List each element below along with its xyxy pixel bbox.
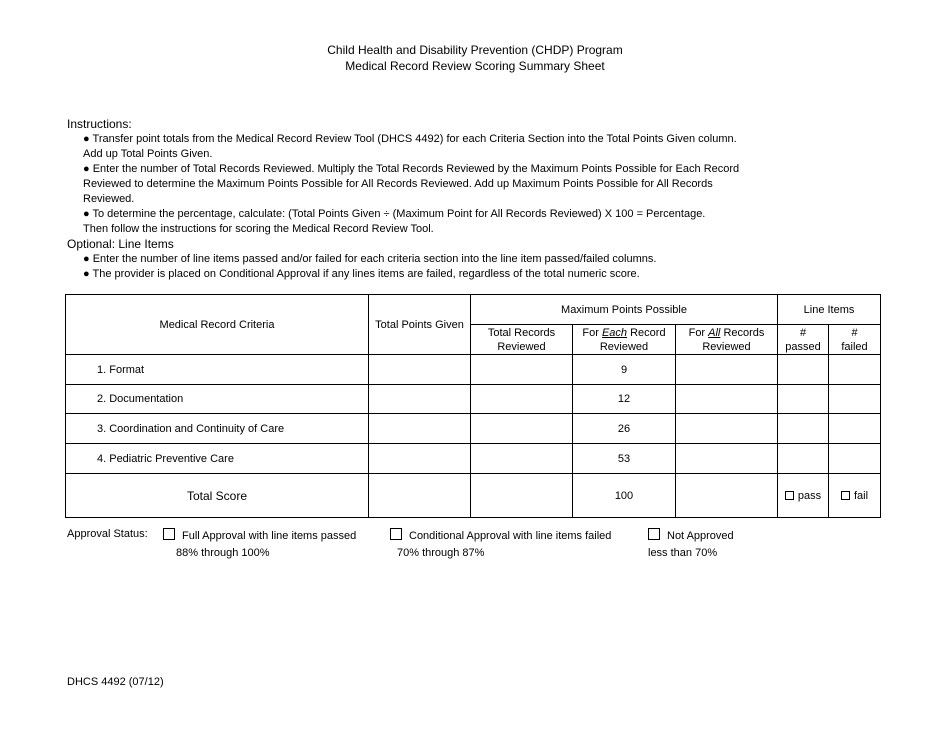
total-records-cell[interactable] [471,474,573,518]
header-text: failed [841,340,868,353]
instructions-heading: Instructions: [67,117,132,131]
total-records-cell[interactable] [471,355,573,385]
header-text: Total Records [487,326,556,339]
checkbox-icon[interactable] [390,528,402,540]
total-points-given-cell[interactable] [369,414,471,444]
table-row [66,444,881,474]
option-line [390,528,611,545]
checkbox-icon [841,491,850,500]
optional-item-1: ● Enter the number of line items passed and/or failed for each criteria section into the line item passed/failed columns. [83,253,657,265]
total-row [66,474,881,518]
passed-cell[interactable] [778,444,829,474]
max-points-header: Maximum Points Possible [471,295,778,325]
scoring-table [65,294,881,518]
header-text: For [688,326,709,339]
header-text: Reviewed [702,340,751,353]
form-id: DHCS 4492 (07/12) [67,676,164,688]
fail-checkbox-cell[interactable] [829,474,881,518]
option-text: Not Approved [667,530,734,542]
optional-heading: Optional: Line Items [67,237,174,251]
pass-checkbox-cell[interactable] [778,474,829,518]
total-points-given-header: Total Points Given [369,295,471,355]
table-row [66,414,881,444]
each-record-header [573,325,676,355]
criteria-header: Medical Record Criteria [66,295,369,355]
criteria-cell: 2. Documentation [66,385,369,414]
total-points-given-cell[interactable] [369,474,471,518]
instruction-line: ● Enter the number of Total Records Reviewed. Multiply the Total Records Reviewed by the Maximum Points Possible for Each Record [83,163,740,175]
failed-header [829,325,881,355]
failed-cell[interactable] [829,414,881,444]
header-text [678,326,775,340]
instructions-section [67,117,927,282]
full-approval-option[interactable] [163,528,356,562]
all-max-cell[interactable] [676,444,778,474]
all-max-cell[interactable] [676,385,778,414]
header-text: # [799,326,807,339]
total-records-cell[interactable] [471,414,573,444]
line-items-header: Line Items [778,295,881,325]
total-records-header [471,325,573,355]
total-score-label: Total Score [66,474,369,518]
header-text: Records [720,326,765,339]
table-row [66,355,881,385]
total-points-given-cell[interactable] [369,385,471,414]
instruction-line: Then follow the instructions for scoring the Medical Record Review Tool. [83,223,434,235]
criteria-cell: 3. Coordination and Continuity of Care [66,414,369,444]
checkbox-icon[interactable] [163,528,175,540]
header-text: Reviewed [599,340,649,353]
failed-cell[interactable] [829,444,881,474]
pass-label: pass [797,489,822,502]
total-records-cell[interactable] [471,385,573,414]
option-line [163,528,356,545]
option-text: Full Approval with line items passed [182,530,357,542]
option-range: 88% through 100% [176,547,270,559]
passed-cell[interactable] [778,355,829,385]
option-text: Conditional Approval with line items failed [409,530,612,542]
failed-cell[interactable] [829,385,881,414]
total-points-given-cell[interactable] [369,355,471,385]
not-approved-option[interactable] [648,528,734,562]
instruction-line: Reviewed to determine the Maximum Points Possible for All Records Reviewed. Add up Maximum Points Possible for All Records [83,178,713,190]
criteria-cell: 4. Pediatric Preventive Care [66,444,369,474]
instruction-line: Reviewed. [83,193,135,205]
sheet-title: Medical Record Review Scoring Summary Sheet [345,59,605,73]
conditional-approval-option[interactable] [390,528,611,562]
table-row [66,385,881,414]
each-max-cell: 26 [573,414,676,444]
approval-status-label: Approval Status: [67,528,148,540]
passed-cell[interactable] [778,385,829,414]
passed-cell[interactable] [778,414,829,444]
instruction-line: Add up Total Points Given. [83,148,213,160]
instruction-line: ● Transfer point totals from the Medical Record Review Tool (DHCS 4492) for each Criteria Section into the Total Points Given column. [83,133,737,145]
checkbox-icon [785,491,794,500]
all-records-header [676,325,778,355]
all-max-cell[interactable] [676,414,778,444]
header-text: Record [627,326,666,339]
header-text: # [851,326,858,339]
optional-item-2: ● The provider is placed on Conditional Approval if any lines items are failed, regardless of the total numeric score. [83,268,640,280]
document-title [0,42,950,74]
instruction-item-1 [67,132,927,162]
total-records-cell[interactable] [471,444,573,474]
all-max-cell[interactable] [676,474,778,518]
option-range: less than 70% [648,547,718,559]
header-text [575,326,673,340]
option-line [648,528,734,545]
each-max-cell: 53 [573,444,676,474]
instruction-line: ● To determine the percentage, calculate: (Total Points Given ÷ (Maximum Point for All Records Reviewed) X 100 = Percentage. [83,208,706,220]
each-max-cell: 12 [573,385,676,414]
failed-cell[interactable] [829,355,881,385]
all-max-cell[interactable] [676,355,778,385]
header-emphasis: All [708,326,721,339]
criteria-cell: 1. Format [66,355,369,385]
instruction-item-2 [67,162,927,207]
each-max-cell: 9 [573,355,676,385]
header-emphasis: Each [601,326,628,339]
each-max-total-cell: 100 [573,474,676,518]
checkbox-icon[interactable] [648,528,660,540]
header-text: For [582,326,602,339]
header-text: passed [785,340,821,353]
total-points-given-cell[interactable] [369,444,471,474]
option-range: 70% through 87% [397,547,485,559]
program-title: Child Health and Disability Prevention (CHDP) Program [327,43,623,57]
fail-label: fail [853,489,869,502]
instruction-item-3 [67,207,927,237]
approval-status [67,528,927,568]
passed-header [778,325,829,355]
header-text: Reviewed [497,340,546,353]
